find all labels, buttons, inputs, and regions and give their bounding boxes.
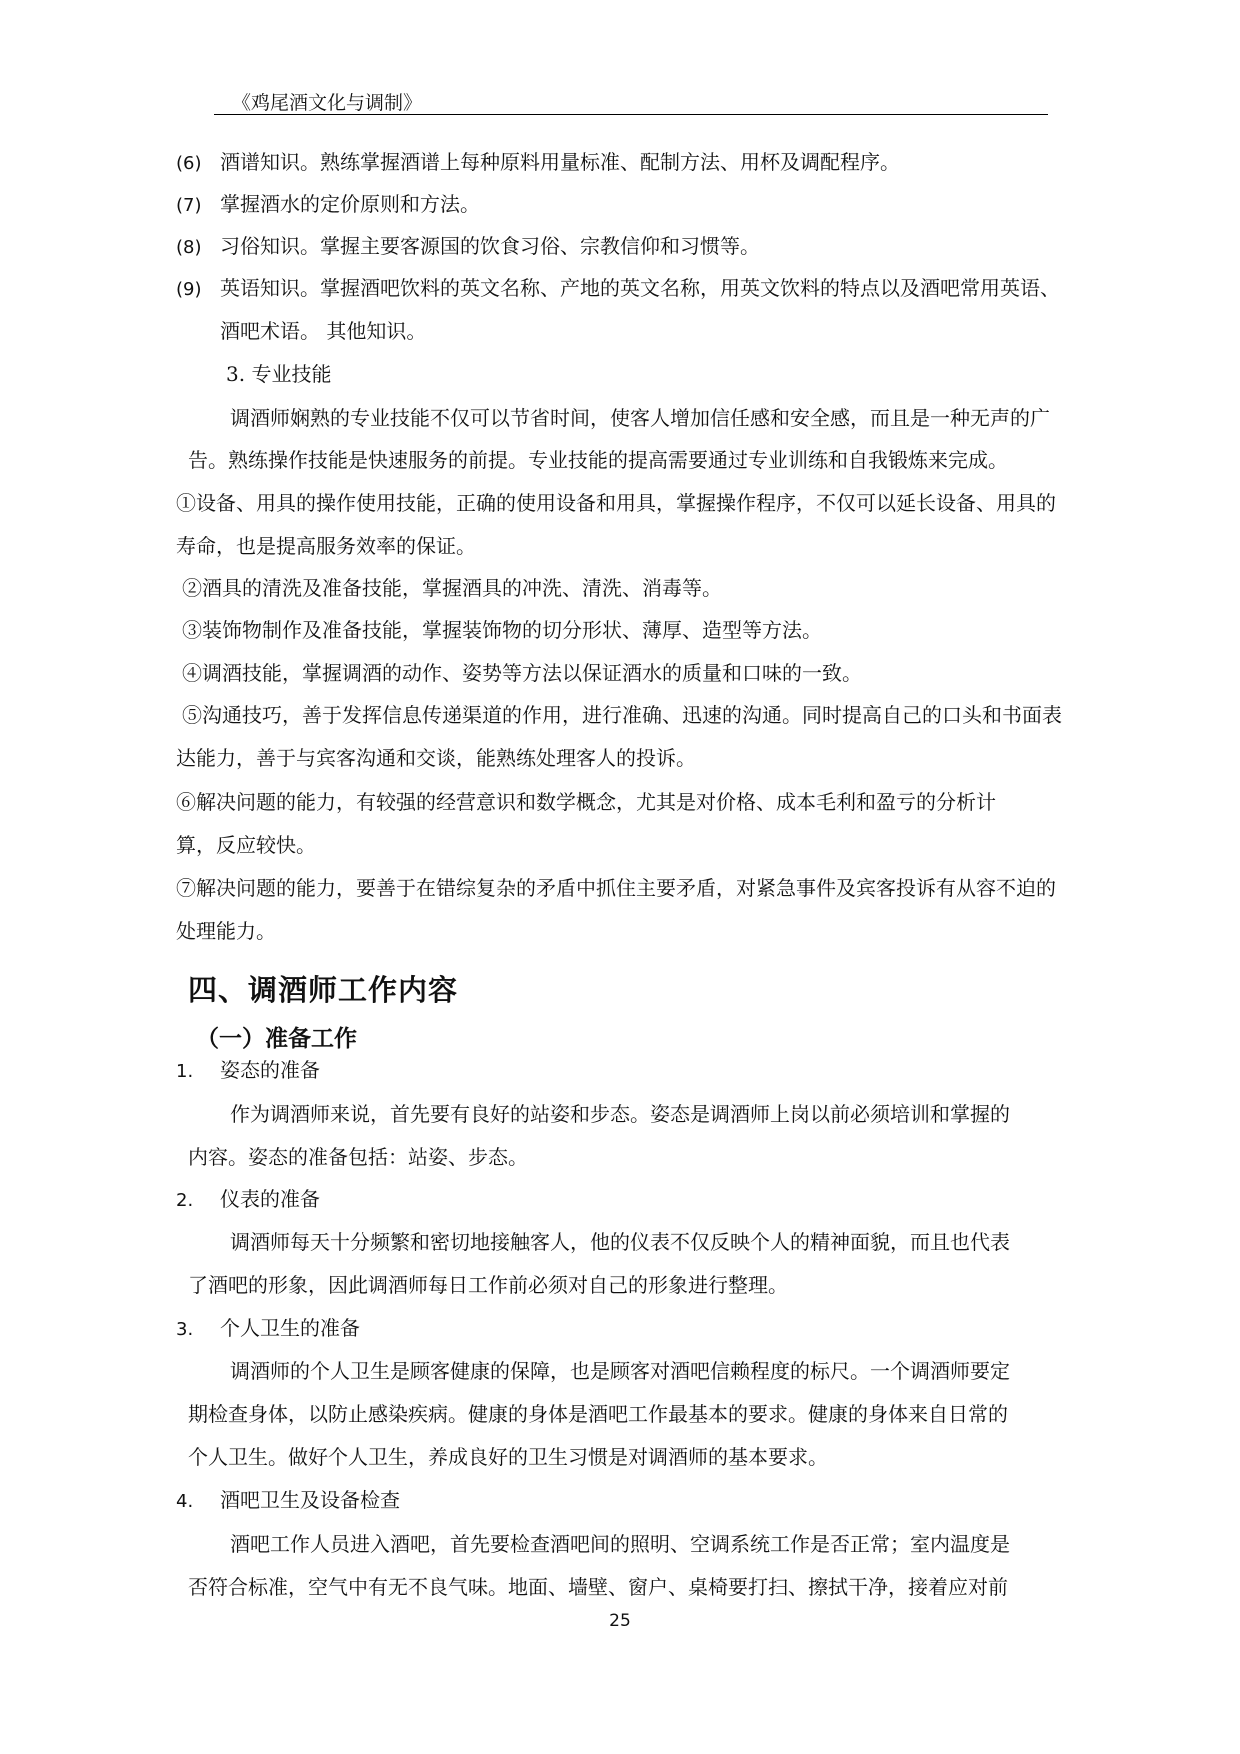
- running-header-title: 《鸡尾酒文化与调制》: [232, 92, 423, 114]
- subsection-heading: （一）准备工作: [196, 1026, 357, 1052]
- numbered-heading: [176, 1486, 400, 1516]
- paragraph-line: 调酒师的个人卫生是顾客健康的保障，也是顾客对酒吧信赖程度的标尺。一个调酒师要定: [230, 1359, 1010, 1383]
- header-rule: [214, 114, 1048, 115]
- paragraph-line: 内容。姿态的准备包括：站姿、步态。: [188, 1145, 528, 1169]
- item-title: 姿态的准备: [220, 1058, 320, 1082]
- paragraph-line: 了酒吧的形象，因此调酒师每日工作前必须对自己的形象进行整理。: [188, 1273, 788, 1297]
- skill-item-line: ⑤沟通技巧，善于发挥信息传递渠道的作用，进行准确、迅速的沟通。同时提高自己的口头和书面表: [182, 703, 1062, 727]
- item-text: 英语知识。掌握酒吧饮料的英文名称、产地的英文名称，用英文饮料的特点以及酒吧常用英语、: [220, 276, 1060, 300]
- skill-item-line: ⑦解决问题的能力，要善于在错综复杂的矛盾中抓住主要矛盾，对紧急事件及宾客投诉有从容不迫的: [176, 876, 1056, 900]
- paragraph-line: 作为调酒师来说，首先要有良好的站姿和步态。姿态是调酒师上岗以前必须培训和掌握的: [230, 1102, 1010, 1126]
- item-title: 个人卫生的准备: [220, 1316, 360, 1340]
- item-continuation: 酒吧术语。 其他知识。: [220, 319, 427, 343]
- knowledge-item: [176, 190, 480, 220]
- item-title: 酒吧卫生及设备检查: [220, 1488, 400, 1512]
- item-number: 4.: [176, 1491, 194, 1512]
- item-number: (9): [176, 279, 202, 300]
- numbered-heading: [176, 1185, 320, 1215]
- item-number: (6): [176, 153, 202, 174]
- item-number: (7): [176, 195, 202, 216]
- item-text: 习俗知识。掌握主要客源国的饮食习俗、宗教信仰和习惯等。: [220, 234, 760, 258]
- paragraph-line: 个人卫生。做好个人卫生，养成良好的卫生习惯是对调酒师的基本要求。: [188, 1445, 828, 1469]
- paragraph-line: 否符合标准，空气中有无不良气味。地面、墙壁、窗户、桌椅要打扫、擦拭干净，接着应对前: [188, 1575, 1008, 1599]
- skill-item-line: 达能力，善于与宾客沟通和交谈，能熟练处理客人的投诉。: [176, 746, 696, 770]
- skill-item-line: 算，反应较快。: [176, 833, 316, 857]
- subsection-heading: 3. 专业技能: [226, 362, 332, 386]
- paragraph-line: 告。熟练操作技能是快速服务的前提。专业技能的提高需要通过专业训练和自我锻炼来完成。: [188, 448, 1008, 472]
- skill-item-line: 处理能力。: [176, 919, 276, 943]
- numbered-heading: [176, 1314, 360, 1344]
- knowledge-item: [176, 148, 900, 178]
- skill-item-line: ②酒具的清洗及准备技能，掌握酒具的冲洗、清洗、消毒等。: [182, 576, 722, 600]
- item-title: 仪表的准备: [220, 1187, 320, 1211]
- skill-item-line: ⑥解决问题的能力，有较强的经营意识和数学概念，尤其是对价格、成本毛利和盈亏的分析计: [176, 790, 996, 814]
- paragraph-line: 期检查身体，以防止感染疾病。健康的身体是酒吧工作最基本的要求。健康的身体来自日常的: [188, 1402, 1008, 1426]
- item-text: 酒谱知识。熟练掌握酒谱上每种原料用量标准、配制方法、用杯及调配程序。: [220, 150, 900, 174]
- item-text: 掌握酒水的定价原则和方法。: [220, 192, 480, 216]
- item-number: 2.: [176, 1190, 194, 1211]
- item-number: (8): [176, 237, 202, 258]
- item-number: 3.: [176, 1319, 194, 1340]
- paragraph-line: 酒吧工作人员进入酒吧，首先要检查酒吧间的照明、空调系统工作是否正常；室内温度是: [230, 1532, 1010, 1556]
- skill-item-line: ④调酒技能，掌握调酒的动作、姿势等方法以保证酒水的质量和口味的一致。: [182, 661, 862, 685]
- skill-item-line: ③装饰物制作及准备技能，掌握装饰物的切分形状、薄厚、造型等方法。: [182, 618, 822, 642]
- skill-item-line: ①设备、用具的操作使用技能，正确的使用设备和用具，掌握操作程序，不仅可以延长设备、用具的: [176, 491, 1056, 515]
- section-heading: 四、调酒师工作内容: [188, 973, 459, 1007]
- knowledge-item: [176, 274, 1060, 304]
- skill-item-line: 寿命，也是提高服务效率的保证。: [176, 534, 476, 558]
- paragraph-line: 调酒师娴熟的专业技能不仅可以节省时间，使客人增加信任感和安全感，而且是一种无声的广: [230, 406, 1050, 430]
- knowledge-item: [176, 232, 760, 262]
- numbered-heading: [176, 1056, 320, 1086]
- paragraph-line: 调酒师每天十分频繁和密切地接触客人，他的仪表不仅反映个人的精神面貌，而且也代表: [230, 1230, 1010, 1254]
- item-number: 1.: [176, 1061, 194, 1082]
- page-number: 25: [609, 1611, 631, 1631]
